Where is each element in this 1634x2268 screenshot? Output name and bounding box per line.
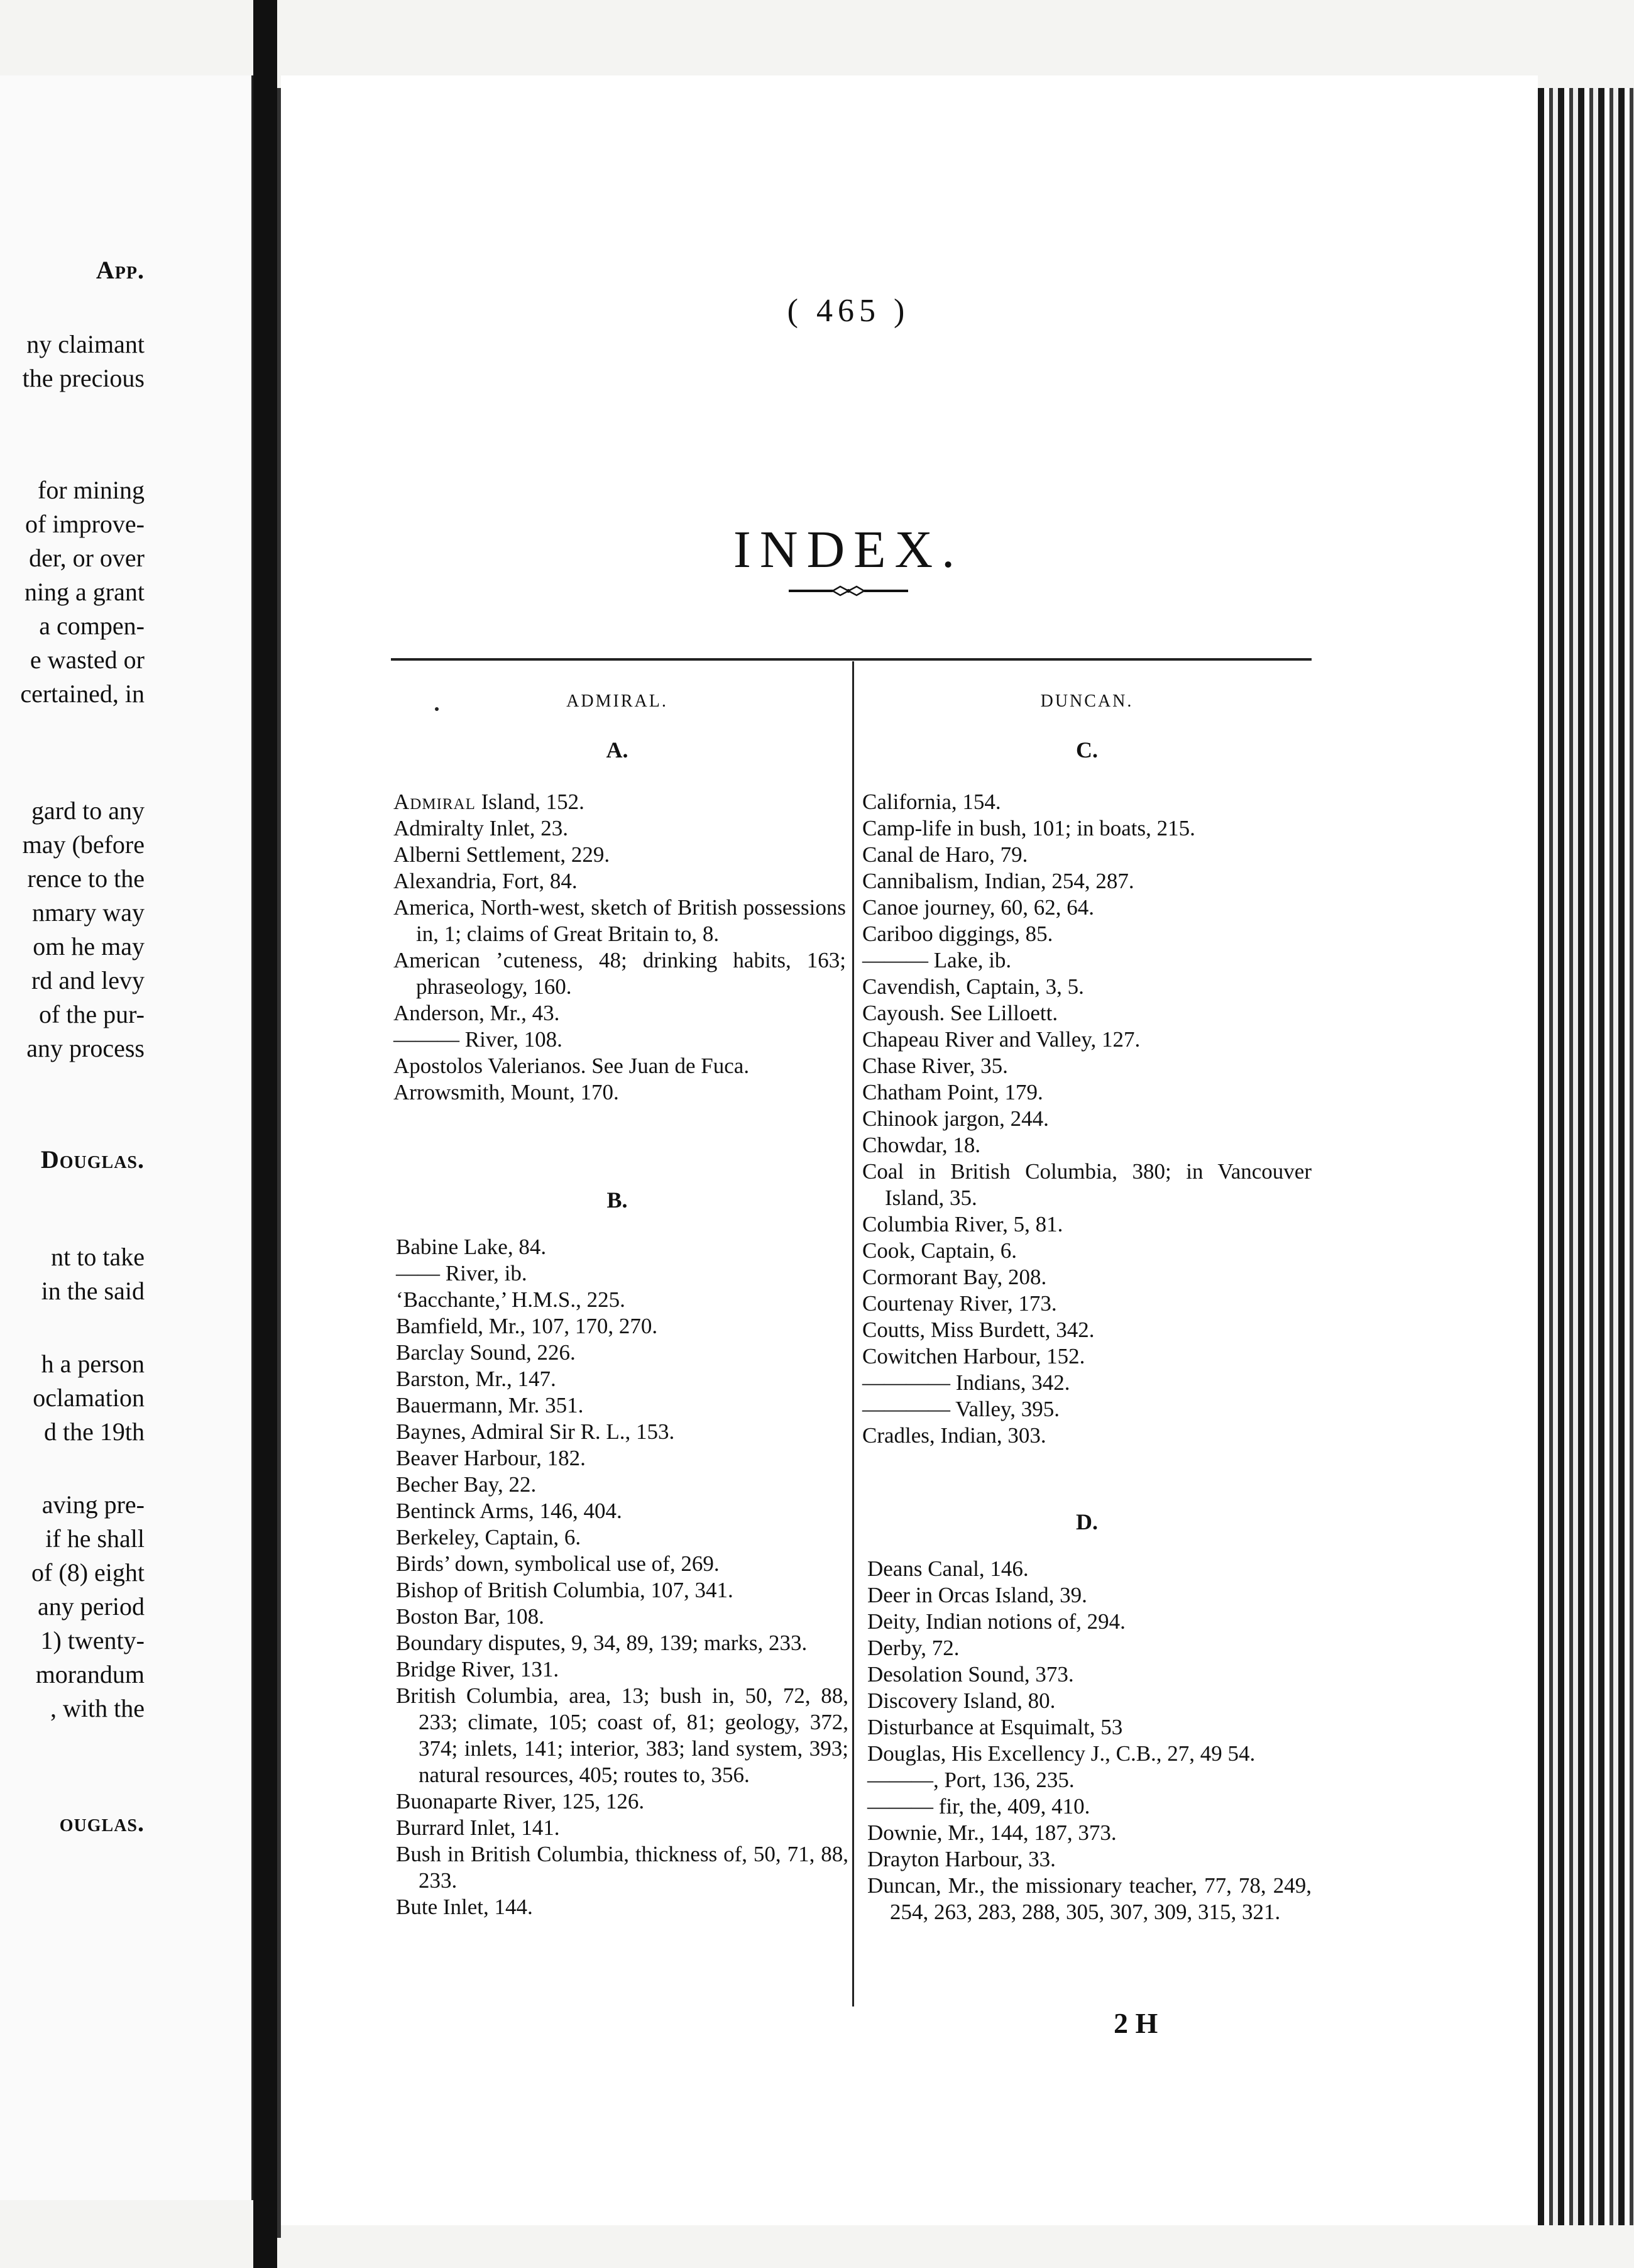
index-entry: Canal de Haro, 79.: [862, 842, 1028, 867]
index-entry: Babine Lake, 84.: [396, 1235, 547, 1259]
index-entry: Coutts, Miss Burdett, 342.: [862, 1318, 1095, 1342]
index-entry: ———— Valley, 395.: [862, 1397, 1060, 1421]
facing-page-line: gard to any: [31, 796, 145, 825]
index-entry: Cayoush. See Lilloett.: [862, 1001, 1058, 1025]
facing-page-line: om he may: [33, 932, 145, 961]
facing-page-line: the precious: [22, 364, 145, 392]
index-entry: Coal in British Columbia, 380; in Vancouver Island, 35.: [862, 1159, 1312, 1210]
index-entry: ——— Lake, ib.: [862, 948, 1012, 972]
index-entry: ‘Bacchante,’ H.M.S., 225.: [396, 1287, 625, 1312]
index-entry-headword: Admiral: [393, 790, 476, 814]
index-entry: Bauermann, Mr. 351.: [396, 1393, 584, 1418]
index-entry: Bute Inlet, 144.: [396, 1895, 533, 1919]
facing-page-line: rence to the: [27, 864, 145, 893]
facing-page-line: 1) twenty-: [40, 1626, 145, 1654]
index-entry: ——— fir, the, 409, 410.: [867, 1794, 1090, 1819]
index-entry: Alexandria, Fort, 84.: [393, 869, 578, 893]
index-entry: Boston Bar, 108.: [396, 1604, 544, 1629]
facing-page-line: ouglas.: [59, 1808, 145, 1837]
facing-page-line: morandum: [35, 1660, 145, 1688]
index-entry: Cariboo diggings, 85.: [862, 922, 1053, 946]
facing-page-line: oclamation: [33, 1384, 145, 1412]
facing-page-line: e wasted or: [30, 646, 145, 674]
index-entry: Cowitchen Harbour, 152.: [862, 1344, 1085, 1368]
index-entry: Boundary disputes, 9, 34, 89, 139; marks, 233.: [396, 1631, 808, 1655]
column-divider: [852, 661, 854, 2007]
index-entry: Birds’ down, symbolical use of, 269.: [396, 1551, 720, 1576]
index-entry: Cavendish, Captain, 3, 5.: [862, 974, 1084, 999]
index-entry: Apostolos Valerianos. See Juan de Fuca.: [393, 1054, 750, 1078]
index-entry: Burrard Inlet, 141.: [396, 1815, 560, 1840]
page-number: ( 465 ): [787, 293, 910, 329]
facing-page-line: Douglas.: [40, 1145, 145, 1174]
index-entry: ———— Indians, 342.: [862, 1370, 1070, 1395]
page-edges: [1538, 88, 1634, 2225]
index-entry: Arrowsmith, Mount, 170.: [393, 1080, 619, 1104]
index-entry: Deer in Orcas Island, 39.: [867, 1583, 1087, 1607]
index-entry: Chapeau River and Valley, 127.: [862, 1027, 1141, 1052]
facing-page-line: nt to take: [51, 1243, 145, 1271]
index-entry: Cannibalism, Indian, 254, 287.: [862, 869, 1134, 893]
index-entry: Downie, Mr., 144, 187, 373.: [867, 1820, 1117, 1845]
index-entry: Bentinck Arms, 146, 404.: [396, 1499, 622, 1523]
facing-page-line: aving pre-: [41, 1490, 145, 1519]
section-a-entries: [393, 789, 846, 1106]
facing-page-line: any process: [26, 1034, 145, 1062]
index-entry: Bamfield, Mr., 107, 170, 270.: [396, 1314, 658, 1338]
facing-page-line: d the 19th: [44, 1418, 145, 1446]
index-entry: ———, Port, 136, 235.: [867, 1768, 1075, 1792]
index-entry: Bishop of British Columbia, 107, 341.: [396, 1578, 733, 1602]
facing-page-fragment: [0, 75, 253, 2200]
index-entry: Barclay Sound, 226.: [396, 1340, 576, 1365]
index-entry: Cook, Captain, 6.: [862, 1238, 1017, 1263]
index-entry: Admiralty Inlet, 23.: [393, 816, 569, 840]
index-entry: Deans Canal, 146.: [867, 1556, 1029, 1581]
facing-page-line: of (8) eight: [31, 1558, 145, 1587]
section-letter-c: C.: [1076, 737, 1098, 762]
signature-mark: 2 H: [1114, 2007, 1158, 2039]
section-letter-d: D.: [1076, 1509, 1098, 1534]
facing-page-line: certained, in: [20, 680, 145, 708]
section-b-entries: [396, 1234, 848, 1920]
index-entry: Desolation Sound, 373.: [867, 1662, 1074, 1687]
book-gutter: [253, 0, 277, 2268]
index-entry: Chowdar, 18.: [862, 1133, 981, 1157]
facing-page-line: h a person: [41, 1350, 145, 1378]
index-entry: Columbia River, 5, 81.: [862, 1212, 1063, 1236]
index-entry: Chase River, 35.: [862, 1054, 1008, 1078]
index-entry: Courtenay River, 173.: [862, 1291, 1057, 1316]
index-entry: [393, 789, 846, 815]
index-entry: Anderson, Mr., 43.: [393, 1001, 560, 1025]
index-entry: Deity, Indian notions of, 294.: [867, 1609, 1126, 1634]
index-entry: Bush in British Columbia, thickness of, 50, 71, 88, 233.: [396, 1842, 848, 1893]
index-entry: Cormorant Bay, 208.: [862, 1265, 1047, 1289]
index-entry: Alberni Settlement, 229.: [393, 842, 610, 867]
facing-page-line: rd and levy: [31, 966, 145, 994]
index-entry: Camp-life in bush, 101; in boats, 215.: [862, 816, 1195, 840]
index-entry: —— River, ib.: [396, 1261, 527, 1285]
index-entry: Chinook jargon, 244.: [862, 1106, 1049, 1131]
facing-page-line: may (before: [22, 830, 145, 859]
index-entry: Disturbance at Esquimalt, 53: [867, 1715, 1123, 1739]
index-entry: Duncan, Mr., the missionary teacher, 77, 78, 249, 254, 263, 283, 288, 305, 307, 309, 315, 321.: [867, 1873, 1312, 1924]
facing-page-line: ning a grant: [24, 578, 145, 606]
index-entry: American ’cuteness, 48; drinking habits, 163; phraseology, 160.: [393, 948, 846, 999]
index-entry: Chatham Point, 179.: [862, 1080, 1043, 1104]
index-entry: Barston, Mr., 147.: [396, 1367, 556, 1391]
ornament-rule: [789, 583, 908, 598]
facing-page-line: der, or over: [29, 544, 145, 572]
facing-page-line: if he shall: [45, 1524, 145, 1553]
index-entry: Beaver Harbour, 182.: [396, 1446, 586, 1470]
index-entry-text: Island, 152.: [475, 790, 584, 814]
index-entry: Discovery Island, 80.: [867, 1688, 1056, 1713]
index-entry: California, 154.: [862, 790, 1001, 814]
running-head-right: DUNCAN.: [1040, 691, 1134, 711]
section-d-entries: [867, 1556, 1312, 1925]
facing-page-line: a compen-: [39, 612, 145, 640]
index-entry: Bridge River, 131.: [396, 1657, 559, 1682]
index-entry: Canoe journey, 60, 62, 64.: [862, 895, 1095, 920]
index-entry: Drayton Harbour, 33.: [867, 1847, 1056, 1871]
section-letter-b: B.: [606, 1187, 628, 1213]
index-entry: Cradles, Indian, 303.: [862, 1423, 1046, 1448]
page-title: INDEX.: [733, 520, 964, 580]
facing-page-line: , with the: [50, 1694, 145, 1722]
section-letter-a: A.: [606, 737, 628, 762]
facing-page-line: for mining: [38, 476, 145, 504]
facing-page-line: ny claimant: [26, 330, 145, 358]
index-entry: Derby, 72.: [867, 1636, 960, 1660]
index-entry: British Columbia, area, 13; bush in, 50, 72, 88, 233; climate, 105; coast of, 81; geology, 372, 374; inlets, 141; interior, 383; land system, 393; natural resources, 405; routes to, 356.: [396, 1683, 848, 1787]
section-c-entries: [862, 789, 1312, 1449]
running-head-left: ADMIRAL.: [566, 691, 668, 711]
header-rule: [391, 658, 1312, 661]
facing-page-line: of the pur-: [38, 1000, 145, 1028]
index-entry: Berkeley, Captain, 6.: [396, 1525, 581, 1550]
index-entry: Douglas, His Excellency J., C.B., 27, 49 54.: [867, 1741, 1256, 1766]
facing-page-line: any period: [38, 1592, 145, 1621]
facing-page-line: nmary way: [32, 898, 145, 927]
facing-page-line: of improve-: [25, 510, 145, 538]
index-entry: America, North-west, sketch of British possessions in, 1; claims of Great Britain to, 8.: [393, 895, 846, 946]
index-entry: Baynes, Admiral Sir R. L., 153.: [396, 1419, 675, 1444]
index-entry: ——— River, 108.: [393, 1027, 562, 1052]
index-entry: Buonaparte River, 125, 126.: [396, 1789, 645, 1814]
facing-page-line: App.: [96, 256, 145, 284]
index-entry: Becher Bay, 22.: [396, 1472, 537, 1497]
facing-page-line: in the said: [41, 1277, 145, 1305]
